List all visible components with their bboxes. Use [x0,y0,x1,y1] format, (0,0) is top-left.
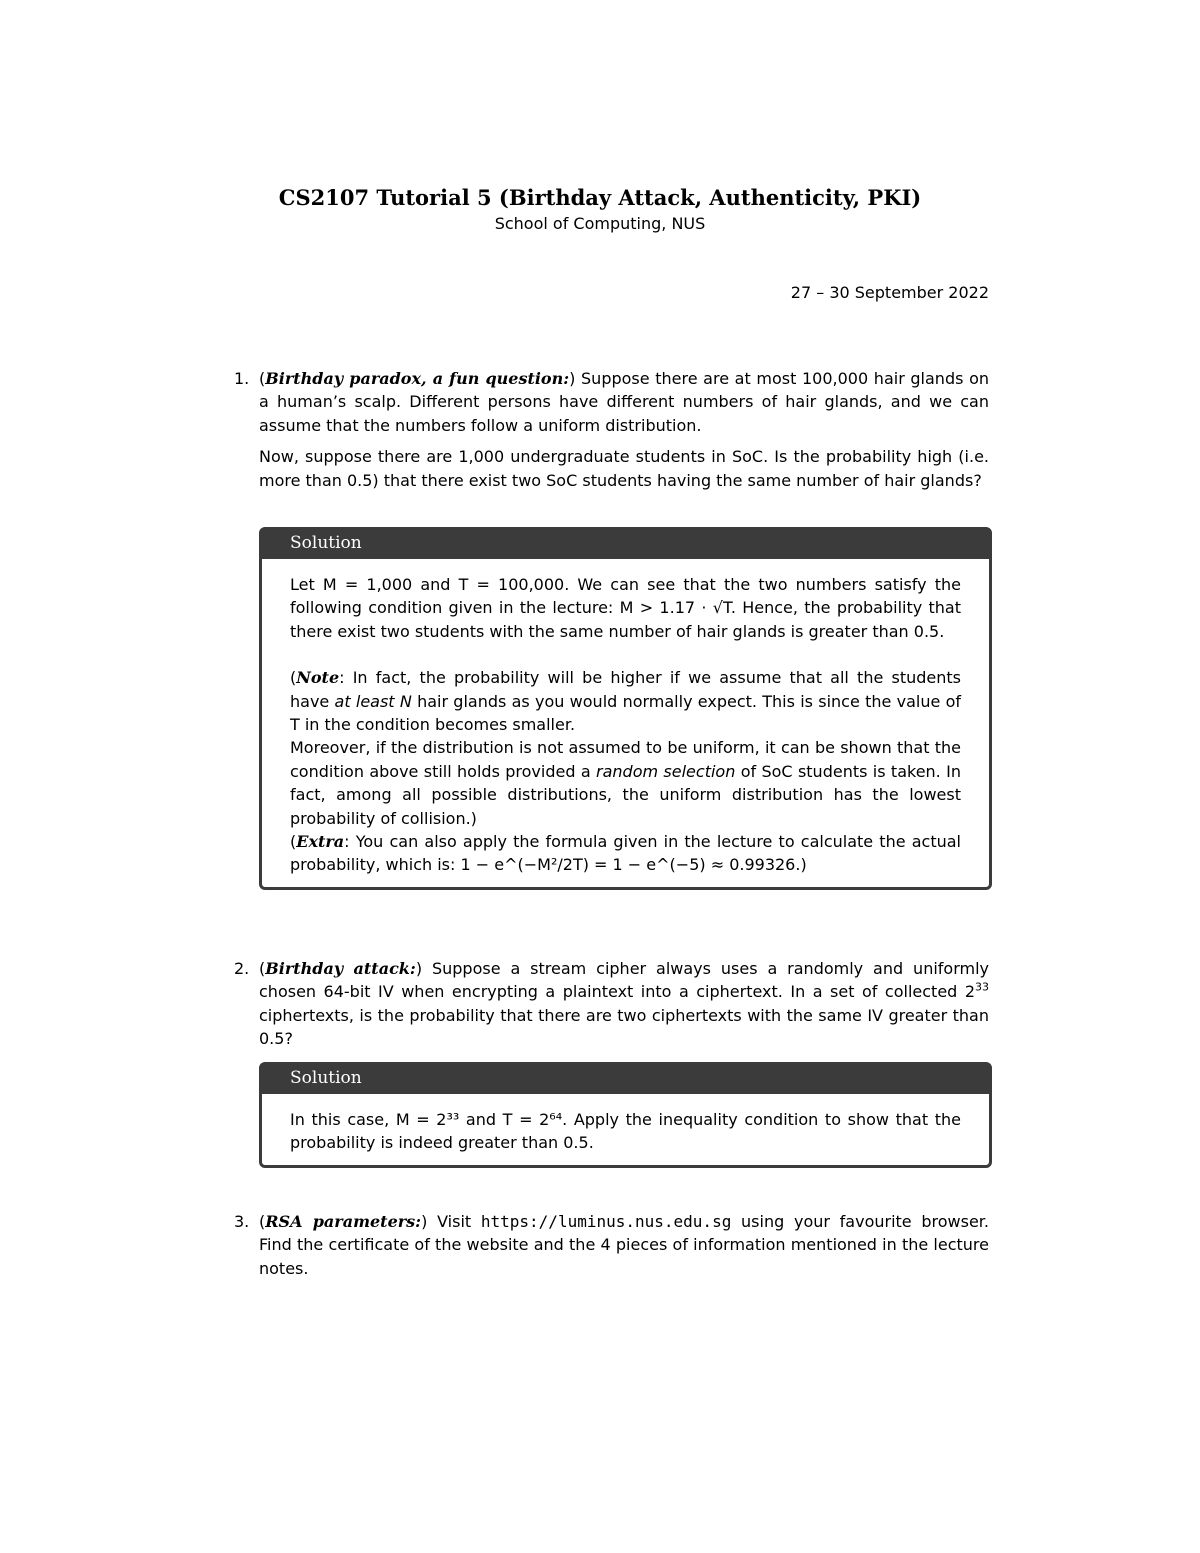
question-number: 1. [234,369,250,388]
note-label: Note [296,668,340,688]
moreover-text: Moreover, if the distribution is not assumed to be uniform, it can be shown that the condition above still holds provided a [290,738,961,781]
question-tag: Birthday attack: [265,959,416,978]
website-url[interactable]: https://luminus.nus.edu.sg [480,1212,732,1231]
extra-label: Extra [296,832,345,852]
question-1-paragraph-1: (Birthday paradox, a fun question:) Suppose there are at most 100,000 hair glands on a human’s scalp. Different persons have different numbers of hair glands, and we can assume that the numbers follow a uniform distribution. [259,369,989,435]
question-number: 3. [234,1212,250,1231]
note-emphasis: at least N [334,691,412,711]
question-text: Suppose there are at most 100,000 hair glands on a human’s scalp. Different persons have different numbers of hair glands, and we can assume that the numbers follow a uniform distribution. [259,369,989,435]
exponent: 33 [975,981,989,995]
solution-box-1 [259,527,992,890]
question-tag: Birthday paradox, a fun question: [265,369,570,388]
moreover-text-cont: of SoC students is taken. In fact, among all possible distributions, the uniform distribution has the lowest probability of collision.) [290,761,961,828]
question-3 [234,1210,989,1280]
question-1 [234,367,989,492]
question-text: Suppose a stream cipher always uses a randomly and uniformly chosen 64-bit IV when encrypting a plaintext into a ciphertext. In a set of collected 2 [259,959,990,1002]
note-paragraph: (Note: In fact, the probability will be higher if we assume that all the students have at least N hair glands as you would normally expect. This is since the value of T in the condition becomes smaller. [290,668,962,735]
question-text-cont: ciphertexts, is the probability that there are two ciphertexts with the same IV greater than 0.5? [259,1005,989,1049]
note-text-cont: hair glands as you would normally expect. This is since the value of T in the condition becomes smaller. [290,691,962,735]
solution-body [262,559,989,887]
solution-body [262,1094,989,1165]
moreover-paragraph [290,736,961,830]
solution-header: Solution [262,1065,989,1094]
question-tag: RSA parameters: [265,1212,422,1231]
note-text: : In fact, the probability will be higher if we assume that all the students have [290,668,961,711]
question-text: Visit [437,1212,481,1231]
question-3-paragraph: (RSA parameters:) Visit https://luminus.nus.edu.sg using your favourite browser. Find the certificate of the website and the 4 pieces of information mentioned in the lecture notes. [259,1212,989,1278]
question-text-cont: using your favourite browser. Find the certificate of the website and the 4 pieces of information mentioned in the lecture notes. [259,1212,989,1278]
question-number: 2. [234,959,250,978]
question-1-paragraph-2: Now, suppose there are 1,000 undergraduate students in SoC. Is the probability high (i.e. more than 0.5) that there exist two SoC students having the same number of hair glands? [259,447,989,490]
extra-text: : You can also apply the formula given in the lecture to calculate the actual probability, which is: 1 − e^(−M²/2T) = 1 − e^(−5) ≈ 0.99326.) [290,832,961,875]
solution-text: In this case, M = 2³³ and T = 2⁶⁴. Apply the inequality condition to show that the probability is indeed greater than 0.5. [290,1110,961,1153]
extra-paragraph: (Extra: You can also apply the formula given in the lecture to calculate the actual probability, which is: 1 − e^(−M²/2T) = 1 − e^(−5) ≈ 0.99326.) [290,832,961,875]
document-title: CS2107 Tutorial 5 (Birthday Attack, Authenticity, PKI) [278,185,922,210]
solution-text: Let M = 1,000 and T = 100,000. We can see that the two numbers satisfy the following condition given in the lecture: M > 1.17 · √T. Hence, the probability that there exist two students with the same number of hair glands is greater than 0.5. [290,575,961,641]
document-date: 27 – 30 September 2022 [790,283,989,302]
document-subtitle: School of Computing, NUS [494,214,706,233]
solution-header: Solution [262,530,989,559]
question-2-paragraph: (Birthday attack:) Suppose a stream cipher always uses a randomly and uniformly chosen 64-bit IV when encrypting a plaintext into a ciphertext. In a set of collected $2^{33}$ ciphertexts, is the probability that there are two ciphertexts with the same IV greater than 0.5? [259,959,990,1049]
moreover-emphasis: random selection [596,761,736,781]
solution-box-2 [259,1062,992,1168]
question-2 [234,957,990,1051]
